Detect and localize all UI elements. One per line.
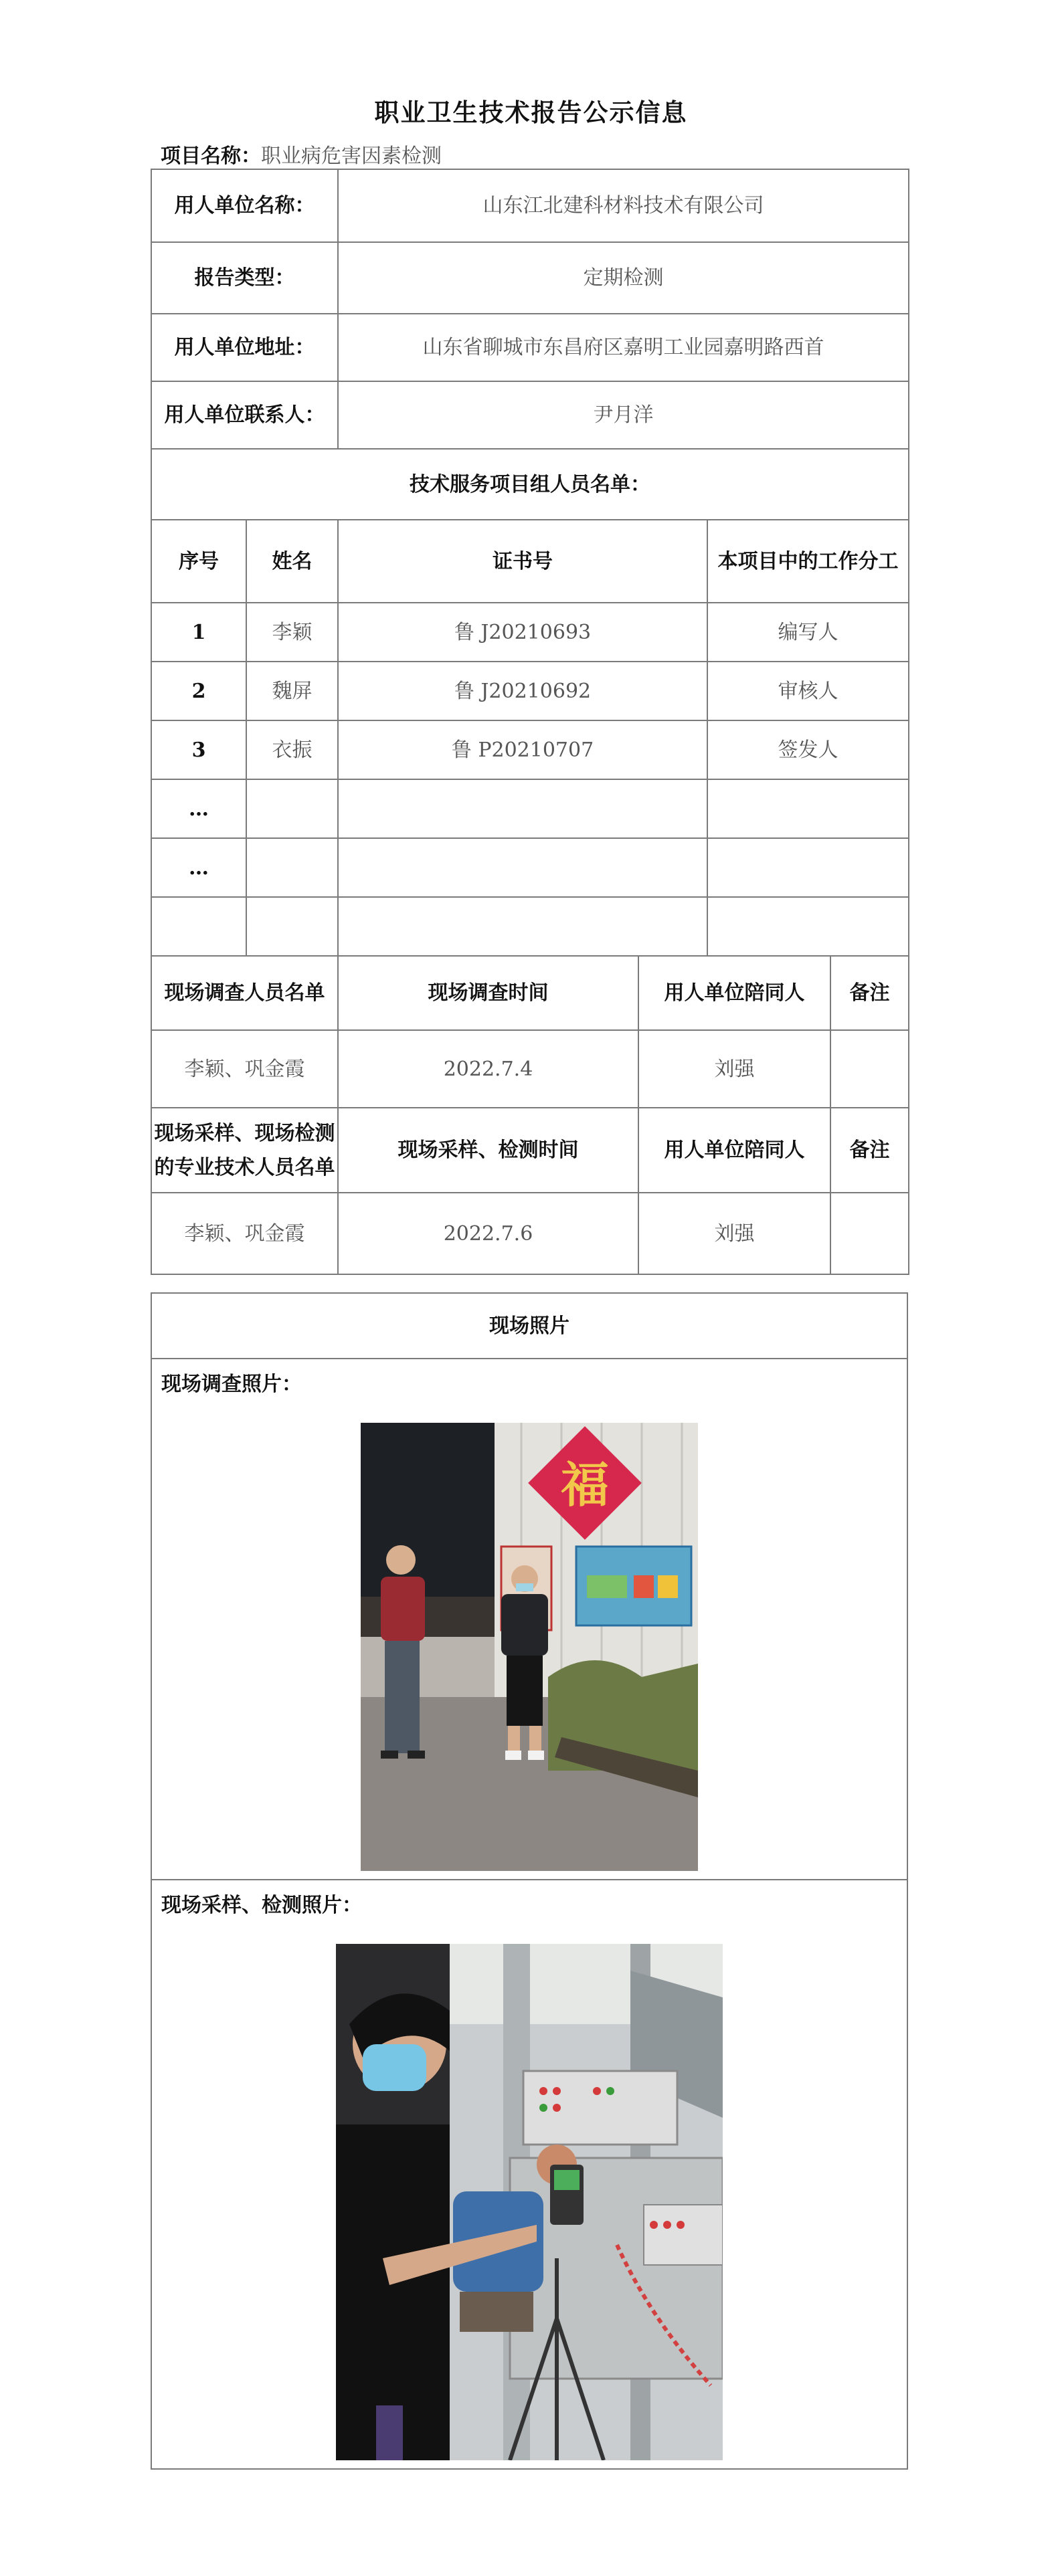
sampling-photo [336, 1944, 723, 2460]
sampling-photo-label: 现场采样、检测照片： [161, 1894, 362, 1917]
sampling-time-header: 现场采样、检测时间 [338, 1108, 638, 1193]
team-row [151, 897, 909, 956]
col-header-no: 序号 [151, 520, 246, 603]
team-row-cert: 鲁 J20210692 [338, 662, 707, 720]
team-row-name: 魏屏 [246, 662, 338, 720]
team-row-no: 1 [151, 603, 246, 662]
company-name-value: 山东江北建科材料技术有限公司 [338, 169, 909, 242]
fu-character: 福 [560, 1456, 610, 1513]
survey-photo-image [361, 1423, 698, 1871]
survey-escort-header: 用人单位陪同人 [638, 956, 830, 1030]
team-row-no: 3 [151, 720, 246, 779]
team-row-cert [338, 838, 707, 897]
team-row-no: 2 [151, 662, 246, 720]
team-row-role: 签发人 [707, 720, 909, 779]
survey-remark-header: 备注 [830, 956, 909, 1030]
company-contact-label: 用人单位联系人： [151, 381, 338, 449]
report-type-value: 定期检测 [338, 242, 909, 314]
survey-time-header: 现场调查时间 [338, 956, 638, 1030]
sampling-time-value: 2022.7.6 [338, 1193, 638, 1274]
team-row-name [246, 779, 338, 838]
col-header-role: 本项目中的工作分工 [707, 520, 909, 603]
survey-time-value: 2022.7.4 [338, 1030, 638, 1108]
survey-remark-value [830, 1030, 909, 1108]
company-name-label: 用人单位名称： [151, 169, 338, 242]
sampling-escort-value: 刘强 [638, 1193, 830, 1274]
team-row [151, 603, 909, 662]
sampling-remark-value [830, 1193, 909, 1274]
sampling-staff-value: 李颖、巩金霞 [151, 1193, 338, 1274]
team-row-role [707, 838, 909, 897]
team-row-role [707, 897, 909, 956]
project-name-value: 职业病危害因素检测 [261, 144, 442, 168]
team-row-no: … [151, 779, 246, 838]
team-row-name: 衣振 [246, 720, 338, 779]
team-row-cert: 鲁 P20210707 [338, 720, 707, 779]
company-address-value: 山东省聊城市东昌府区嘉明工业园嘉明路西首 [338, 314, 909, 381]
report-type-label: 报告类型： [151, 242, 338, 314]
survey-photo-label: 现场调查照片： [161, 1373, 302, 1396]
col-header-cert: 证书号 [338, 520, 707, 603]
survey-photo [361, 1423, 698, 1871]
team-row-name: 李颖 [246, 603, 338, 662]
survey-staff-value: 李颖、巩金霞 [151, 1030, 338, 1108]
sampling-photo-cell [151, 1880, 907, 2469]
team-heading: 技术服务项目组人员名单： [151, 449, 909, 520]
report-info-table [151, 169, 909, 1275]
team-row [151, 662, 909, 720]
survey-photo-cell [151, 1359, 907, 1880]
company-contact-value: 尹月洋 [338, 381, 909, 449]
team-row-cert: 鲁 J20210693 [338, 603, 707, 662]
team-row-cert [338, 779, 707, 838]
col-header-name: 姓名 [246, 520, 338, 603]
site-photos-table [151, 1292, 908, 2470]
team-row-role: 审核人 [707, 662, 909, 720]
photos-heading: 现场照片 [151, 1293, 907, 1359]
company-address-label: 用人单位地址： [151, 314, 338, 381]
sampling-staff-header: 现场采样、现场检测的专业技术人员名单 [151, 1108, 338, 1193]
sampling-remark-header: 备注 [830, 1108, 909, 1193]
sampling-escort-header: 用人单位陪同人 [638, 1108, 830, 1193]
team-row-no [151, 897, 246, 956]
survey-staff-header: 现场调查人员名单 [151, 956, 338, 1030]
sampling-photo-image [336, 1944, 723, 2460]
team-row [151, 779, 909, 838]
team-row-no: … [151, 838, 246, 897]
team-row-cert [338, 897, 707, 956]
team-row-role [707, 779, 909, 838]
team-row-name [246, 897, 338, 956]
team-row [151, 838, 909, 897]
project-name-label: 项目名称： [161, 144, 261, 168]
survey-escort-value: 刘强 [638, 1030, 830, 1108]
team-row [151, 720, 909, 779]
team-row-role: 编写人 [707, 603, 909, 662]
page-title: 职业卫生技术报告公示信息 [374, 98, 688, 127]
project-name [161, 139, 442, 169]
team-row-name [246, 838, 338, 897]
